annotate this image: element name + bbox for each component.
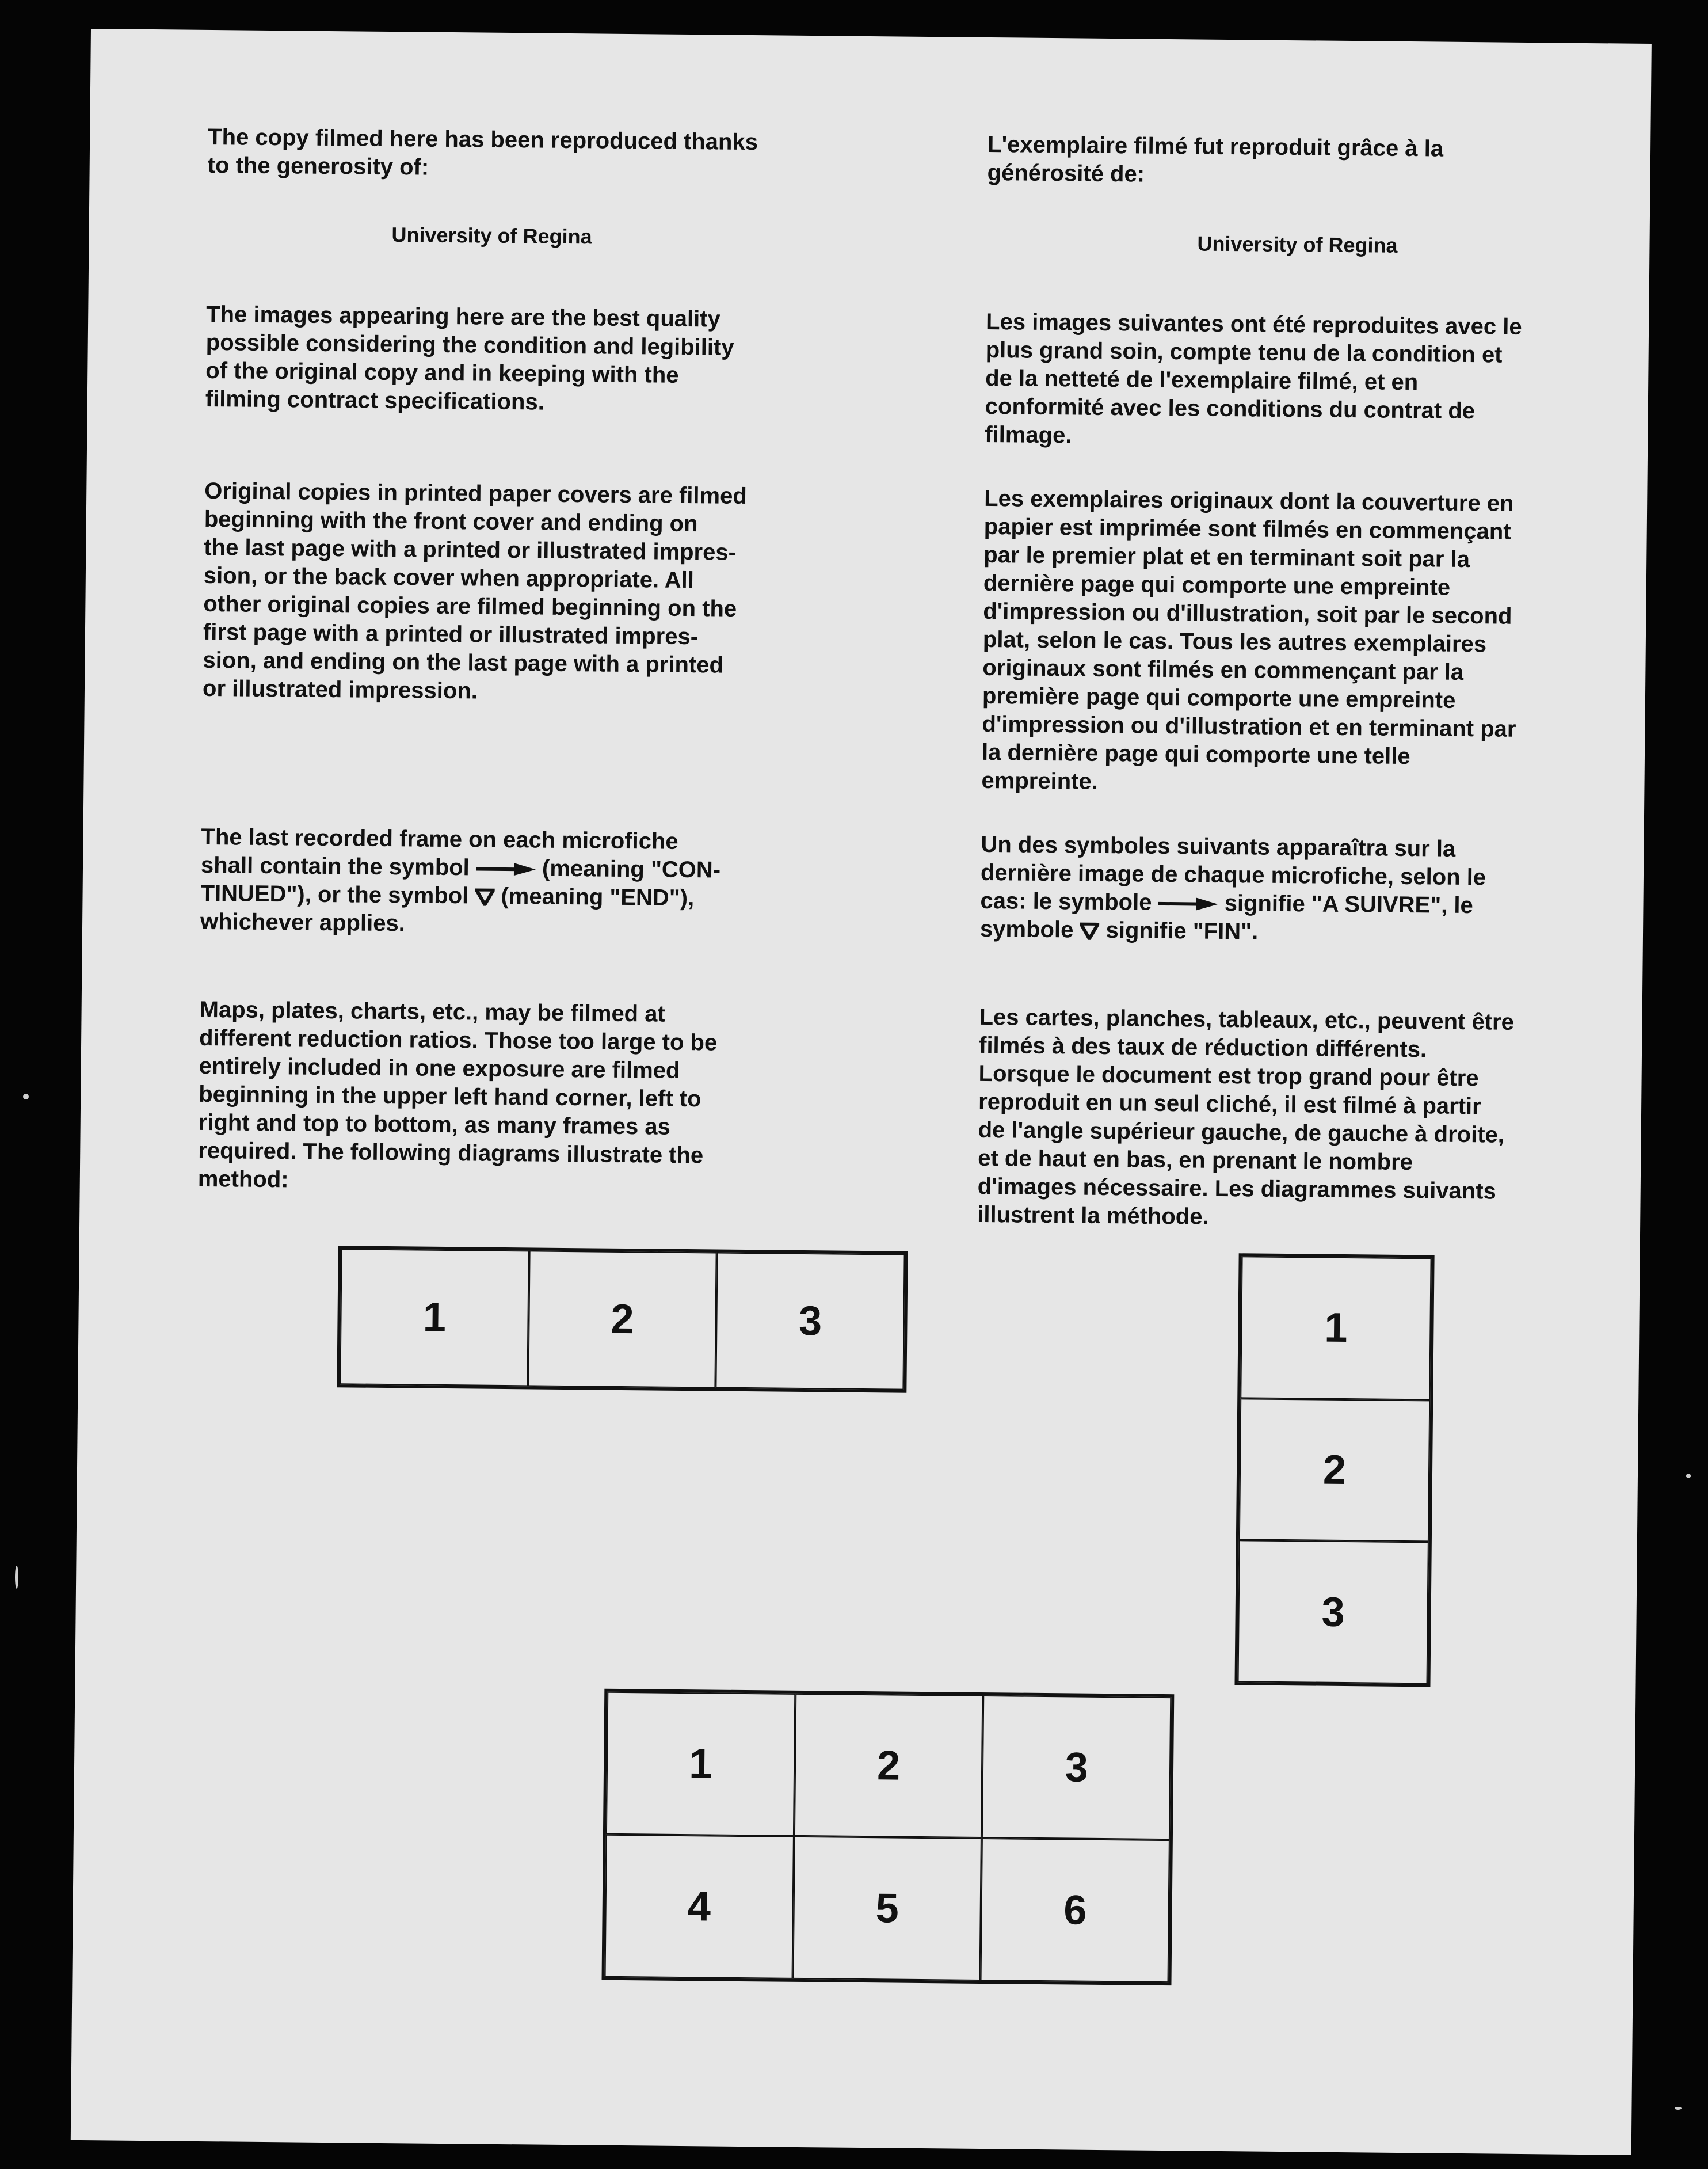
film-speck [15,1566,18,1589]
left-symbols-paragraph [200,823,880,942]
continued-arrow-icon [476,862,536,877]
right-quality-paragraph: Les images suivantes ont été reproduites avec le plus grand soin, compte tenu de la condition et de la netteté de l'exemplaire filmé, et en conformité avec les conditions du contrat de filmage. [985,309,1522,448]
left-originals-paragraph: Original copies in printed paper covers are filmed beginning with the front cover and ending on the last page with a printed or illustrated impres- sion, or the back cover when appropriate. All other original copies are filmed beginning on the first page with a printed or illustrated impres- sion, and ending on the last page with a printed or illustrated impression. [202,478,747,704]
frame-cell: 1 [606,1692,795,1836]
right-symbols-text-3: signifie "FIN". [1105,918,1259,945]
end-triangle-icon [1080,923,1099,940]
left-intro: The copy filmed here has been reproduced thanks to the generosity of: [207,124,758,180]
left-maps-paragraph: Maps, plates, charts, etc., may be filmed at different reduction ratios. Those too large to be entirely included in one exposure are filmed beginning in the upper left hand corner, left to right and top to bottom, as many frames as required. The following diagrams illustrate the method: [197,996,718,1193]
right-symbols-text-1: Un des symboles suivants apparaîtra sur la dernière image de chaque microfiche, selon le cas: le symbole [980,831,1486,915]
right-maps-paragraph: Les cartes, planches, tableaux, etc., peuvent être filmés à des taux de réduction différents. Lorsque le document est trop grand pour être reproduit en un seul cliché, il est filmé à partir de l'angle supérieur gauche, de gauche à droite, et de haut en bas, en prenant le nombre d'images nécessaire. Les diagrammes suivants illustrent la méthode. [977,1004,1515,1230]
left-symbols-text-2: (meaning "CON- TINUED"), or the symbol [200,855,721,909]
frame-cell: 3 [1238,1540,1429,1684]
frame-cell: 5 [792,1836,982,1981]
frame-cell: 4 [605,1835,794,1979]
film-speck [23,1094,29,1099]
right-symbols-paragraph [980,831,1614,950]
diagram-vertical-frames [1234,1253,1434,1687]
film-speck [1675,2107,1682,2110]
frame-cell: 6 [981,1838,1170,1982]
frame-cell: 1 [1240,1256,1431,1400]
frame-cell: 1 [340,1249,529,1386]
right-intro: L'exemplaire filmé fut reproduit grâce à la générosité de: [987,131,1444,187]
continued-arrow-icon [1158,897,1218,911]
frame-cell: 2 [794,1694,983,1838]
diagram-grid-frames [602,1689,1175,1985]
document-page [71,29,1652,2155]
end-triangle-icon [475,889,494,906]
left-symbols-text-3: (meaning "END"), whichever applies. [200,883,695,937]
left-symbols-text-1: The last recorded frame on each microfiche shall contain the symbol [200,824,678,881]
frame-cell: 2 [1239,1398,1430,1542]
right-symbols-text-2: signifie "A SUIVRE", le symbole [979,890,1473,943]
left-institution: University of Regina [391,223,592,249]
film-speck [1686,1474,1691,1478]
right-originals-paragraph: Les exemplaires originaux dont la couverture en papier est imprimée sont filmés en commençant par le premier plat et en terminant soit par la dernière page qui comporte une empreinte d'impression ou d'illustration, soit par le second plat, selon le cas. Tous les autres exemplaires originaux sont filmés en commençant par la première page qui comporte une empreinte d'impression ou d'illustration et en terminant par la dernière page qui comporte une telle empreinte. [981,485,1516,794]
left-quality-paragraph: The images appearing here are the best quality possible considering the condition and legibility of the original copy and in keeping with the filming contract specifications. [205,301,734,415]
diagram-horizontal-frames [337,1246,908,1392]
right-institution: University of Regina [1197,231,1398,257]
frame-cell: 3 [716,1253,905,1390]
frame-cell: 2 [528,1250,717,1388]
frame-cell: 3 [982,1695,1171,1840]
